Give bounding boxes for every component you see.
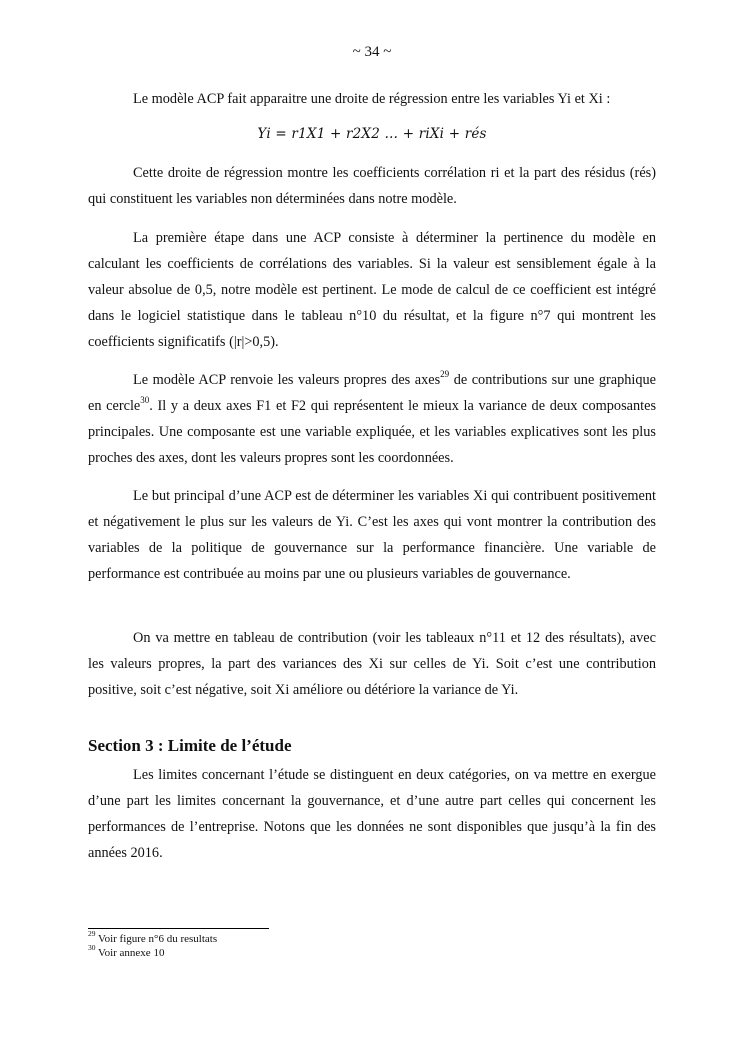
footnote-ref-30[interactable]: 30 xyxy=(140,395,150,406)
footnote-29 xyxy=(88,929,218,946)
section-heading: Section 3 : Limite de l’étude xyxy=(88,736,292,755)
paragraph-limits: Les limites concernant l’étude se distinguent en deux catégories, on va mettre en exergue d’une part les limites concernant la gouvernance, et d’une autre part celles qui concernent les performances de l’entreprise. Notons que les données ne sont disponibles que jusqu’à la fin des années 2016. xyxy=(88,767,656,861)
paragraph-main-goal: Le but principal d’une ACP est de déterminer les variables Xi qui contribuent positivement et négativement le plus sur les valeurs de Yi. C’est les axes qui vont montrer la contribution des variables de la politique de gouvernance sur la performance financière. Une variable de performance est contribuée au moins par une ou plusieurs variables de gouvernance. xyxy=(88,488,656,582)
footnote-number: 30 xyxy=(88,943,96,953)
paragraph-regression-line: Cette droite de régression montre les coefficients corrélation ri et la part des résidus (rés) qui constituent les variables non déterminées dans notre modèle. xyxy=(88,165,656,207)
paragraph-intro: Le modèle ACP fait apparaitre une droite de régression entre les variables Yi et Xi : xyxy=(133,91,611,107)
paragraph-eigenvalues xyxy=(88,368,656,472)
footnote-30 xyxy=(88,943,165,960)
p4-part3: . Il y a deux axes F1 et F2 qui représentent le mieux la variance de deux composantes principales. Une composante est une variable expliquée, et les variables explicatives sont les plus proches des axes, dont les valeurs propres sont les coordonnées. xyxy=(88,397,657,466)
footnote-number: 29 xyxy=(88,929,96,939)
page-number: ~ 34 ~ xyxy=(352,44,392,60)
regression-formula: 𝑌𝑖 = 𝑟1𝑋1 + 𝑟2𝑋2 … + 𝑟𝑖𝑋𝑖 + 𝑟é𝑠 xyxy=(257,126,487,142)
footnote-text: Voir figure n°6 du resultats xyxy=(95,933,218,945)
paragraph-first-step: La première étape dans une ACP consiste à déterminer la pertinence du modèle en calculant les coefficients de corrélations des variables. Si la valeur est sensiblement égale à la valeur absolue de 0,5, notre modèle est pertinent. Le mode de calcul de ce coefficient est intégré dans le logiciel statistique dans le tableau n°10 du résultat, et la figure n°7 qui montrent les coefficients significatifs (|r|>0,5). xyxy=(88,230,656,350)
footnote-separator xyxy=(88,928,269,929)
p4-part1: Le modèle ACP renvoie les valeurs propres des axes xyxy=(133,372,441,388)
footnote-ref-29[interactable]: 29 xyxy=(440,369,450,380)
p4-part2: de contributions sur une graphique en cercle xyxy=(88,372,656,414)
footnote-text: Voir annexe 10 xyxy=(95,947,165,959)
paragraph-contribution-table: On va mettre en tableau de contribution (voir les tableaux n°11 et 12 des résultats), avec les valeurs propres, la part des variances des Xi sur celles de Yi. Soit c’est une contribution positive, soit c’est négative, soit Xi améliore ou détériore la variance de Yi. xyxy=(88,630,656,698)
